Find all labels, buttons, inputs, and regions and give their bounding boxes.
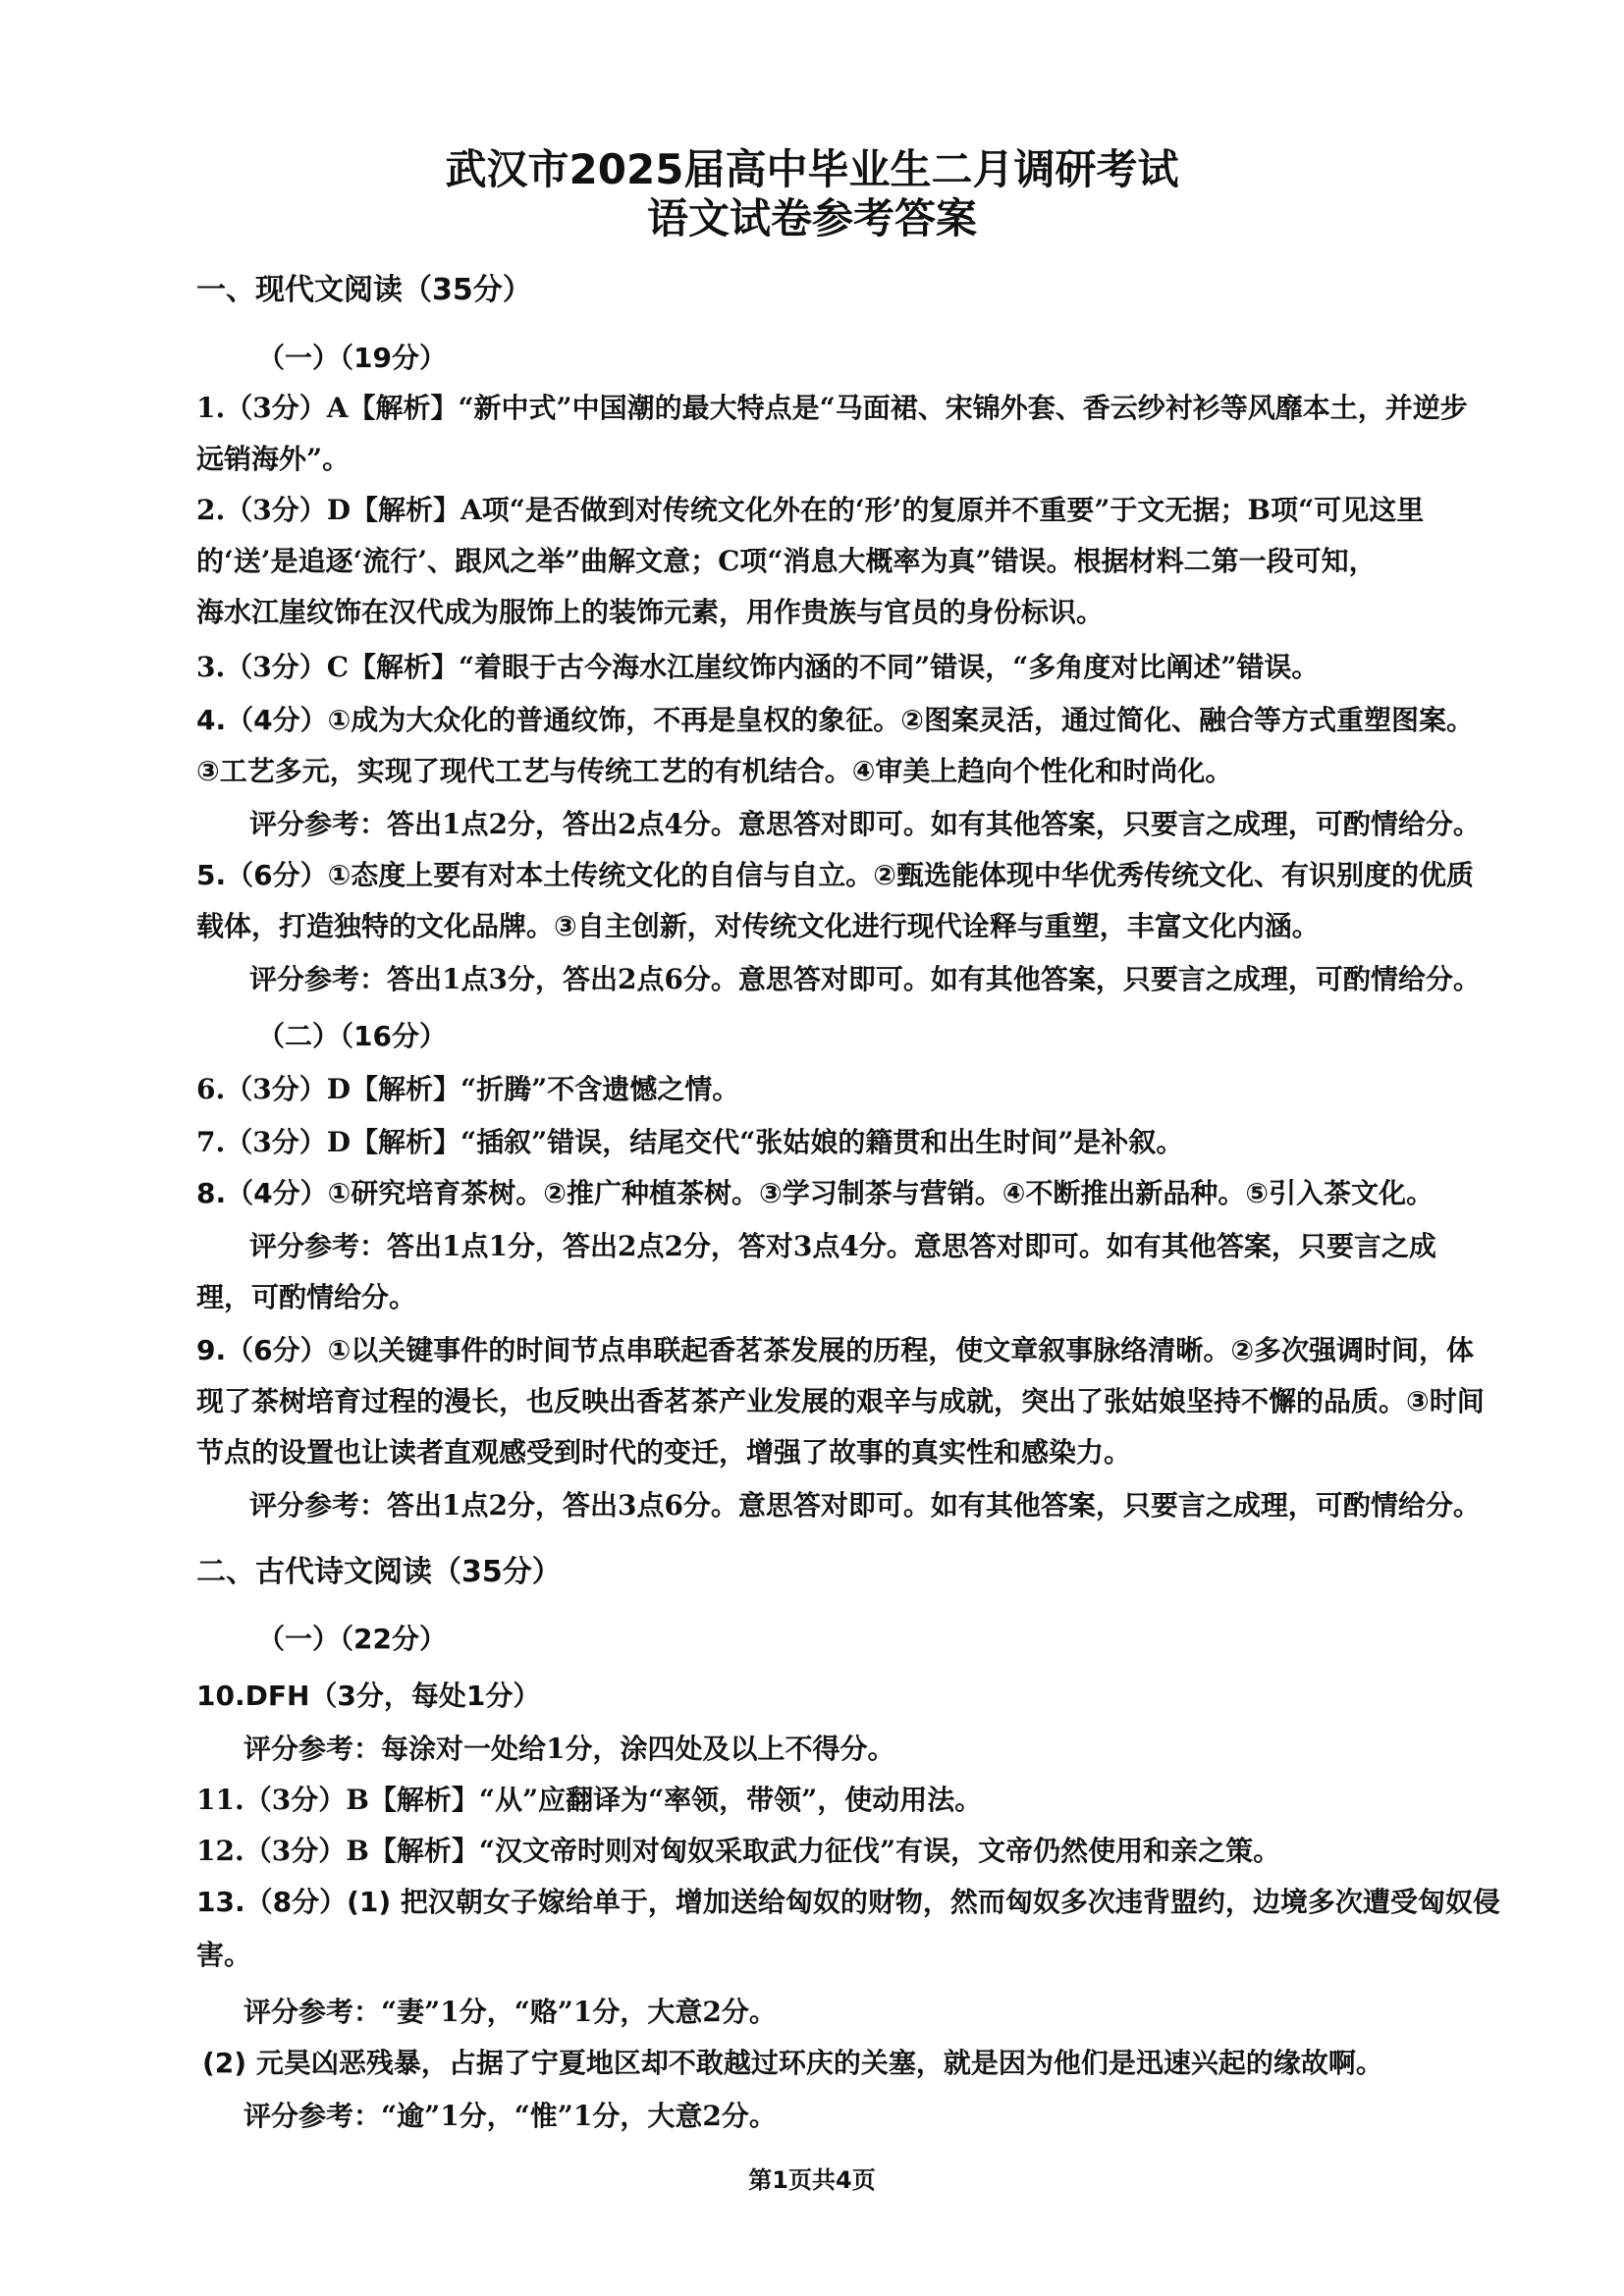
answer-q1-line1: 1.（3分）A【解析】“新中式”中国潮的最大特点是“马面裙、宋锦外套、香云纱衬衫等风靡本土，并逆步 — [196, 392, 1468, 424]
scoring-note-q5: 评分参考：答出1点3分，答出2点6分。意思答对即可。如有其他答案，只要言之成理，可酌情给分。 — [249, 963, 1481, 995]
subsection-heading-classical-part1: （一）（22分） — [257, 1623, 447, 1655]
page-subtitle: 语文试卷参考答案 — [646, 194, 977, 242]
answer-q6: 6.（3分）D【解析】“折腾”不含遗憾之情。 — [196, 1073, 740, 1105]
scoring-note-q13-1: 评分参考：“妻”1分，“赂”1分，大意2分。 — [244, 1996, 777, 2028]
answer-q9-line2: 现了茶树培育过程的漫长，也反映出香茗茶产业发展的艰辛与成就，突出了张姑娘坚持不懈的品质。③时间 — [196, 1385, 1485, 1417]
section-heading-modern-reading: 一、现代文阅读（35分） — [196, 273, 532, 307]
page-title: 武汉市2025届高中毕业生二月调研考试 — [445, 145, 1179, 193]
scoring-note-q10: 评分参考：每涂对一处给1分，涂四处及以上不得分。 — [244, 1733, 895, 1765]
section-heading-classical-reading: 二、古代诗文阅读（35分） — [196, 1555, 562, 1589]
answer-q4-line1: 4.（4分）①成为大众化的普通纹饰，不再是皇权的象征。②图案灵活，通过简化、融合等方式重塑图案。 — [196, 704, 1475, 736]
answer-q13-line2: 害。 — [196, 1939, 252, 1971]
answer-q11: 11.（3分）B【解析】“从”应翻译为“率领，带领”，使动用法。 — [196, 1784, 983, 1816]
answer-q2-line1: 2.（3分）D【解析】A项“是否做到对传统文化外在的‘形’的复原并不重要”于文无据；B项“可见这里 — [196, 494, 1425, 526]
answer-q2-line3: 海水江崖纹饰在汉代成为服饰上的装饰元素，用作贵族与官员的身份标识。 — [196, 596, 1105, 628]
answer-q3: 3.（3分）C【解析】“着眼于古今海水江崖纹饰内涵的不同”错误，“多角度对比阐述”错误。 — [196, 651, 1320, 683]
answer-q13-line3: (2) 元昊凶恶残暴，占据了宁夏地区却不敢越过环庆的关塞，就是因为他们是迅速兴起的缘故啊。 — [202, 2047, 1383, 2079]
scoring-note-q13-2: 评分参考：“逾”1分，“惟”1分，大意2分。 — [244, 2100, 777, 2132]
subsection-heading-part2: （二）（16分） — [257, 1020, 447, 1052]
scoring-note-q4: 评分参考：答出1点2分，答出2点4分。意思答对即可。如有其他答案，只要言之成理，可酌情给分。 — [249, 808, 1481, 840]
answer-q5-line1: 5.（6分）①态度上要有对本土传统文化的自信与自立。②甄选能体现中华优秀传统文化、有识别度的优质 — [196, 859, 1475, 891]
answer-q5-line2: 载体，打造独特的文化品牌。③自主创新，对传统文化进行现代诠释与重塑，丰富文化内涵。 — [196, 910, 1320, 942]
answer-q8: 8.（4分）①研究培育茶树。②推广种植茶树。③学习制茶与营销。④不断推出新品种。⑤引入茶文化。 — [196, 1177, 1435, 1209]
answer-q9-line1: 9.（6分）①以关键事件的时间节点串联起香茗茶发展的历程，使文章叙事脉络清晰。②多次强调时间，体 — [196, 1334, 1475, 1366]
answer-q2-line2: 的‘送’是追逐‘流行’、跟风之举”曲解文意；C项“消息大概率为真”错误。根据材料二第一段可知， — [196, 545, 1377, 577]
answer-q9-line3: 节点的设置也让读者直观感受到时代的变迁，增强了故事的真实性和感染力。 — [196, 1436, 1132, 1468]
answer-q13-line1: 13.（8分）(1) 把汉朝女子嫁给单于，增加送给匈奴的财物，然而匈奴多次违背盟约，边境多次遭受匈奴侵 — [196, 1886, 1500, 1918]
scoring-note-q8-line2: 理，可酌情给分。 — [196, 1281, 417, 1313]
subsection-heading-part1: （一）（19分） — [257, 342, 447, 374]
answer-q10: 10.DFH（3分，每处1分） — [196, 1680, 541, 1712]
scoring-note-q9: 评分参考：答出1点2分，答出3点6分。意思答对即可。如有其他答案，只要言之成理，可酌情给分。 — [249, 1489, 1481, 1522]
page-number: 第1页共4页 — [748, 2166, 876, 2194]
answer-q1-line2: 远销海外”。 — [196, 443, 351, 475]
answer-q7: 7.（3分）D【解析】“插叙”错误，结尾交代“张姑娘的籍贯和出生时间”是补叙。 — [196, 1126, 1184, 1158]
scoring-note-q8-line1: 评分参考：答出1点1分，答出2点2分，答对3点4分。意思答对即可。如有其他答案，只要言之成 — [249, 1230, 1436, 1262]
answer-q4-line2: ③工艺多元，实现了现代工艺与传统工艺的有机结合。④审美上趋向个性化和时尚化。 — [196, 755, 1233, 787]
answer-q12: 12.（3分）B【解析】“汉文帝时则对匈奴采取武力征伐”有误，文帝仍然使用和亲之策。 — [196, 1835, 1281, 1867]
